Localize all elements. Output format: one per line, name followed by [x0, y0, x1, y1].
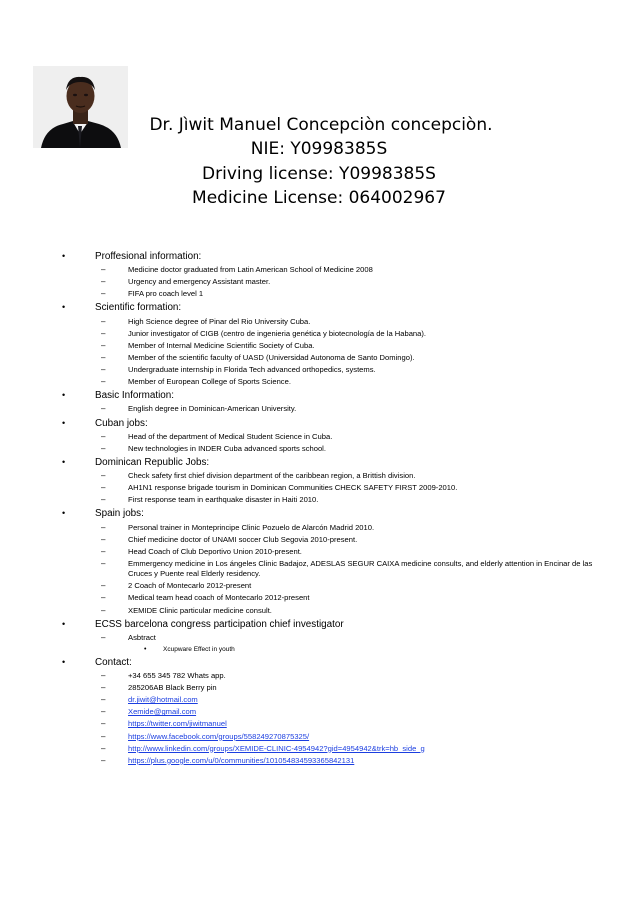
list-item-text: Emmergency medicine in Los ángeles Clinic Badajoz, ADESLAS SEGUR CAIXA medicine consults, and elderly attention in Encinar de las Cruces y Puente real Elderly residency. [128, 558, 593, 579]
list-item-text: Personal trainer in Monteprincipe Clinic Pozuelo de Alarcón Madrid 2010. [128, 522, 375, 532]
section-header [0, 388, 638, 403]
dash-icon: – [101, 340, 106, 350]
list-item-text: Check safety first chief division department of the caribbean region, a Brittish division. [128, 471, 416, 481]
dash-icon: – [101, 377, 106, 387]
cv-section [0, 416, 638, 455]
document-header [0, 113, 638, 210]
section-header [0, 617, 638, 632]
contact-link[interactable]: Xemide@gmail.com [128, 707, 197, 717]
list-item-text: FIFA pro coach level 1 [128, 289, 204, 299]
nested-item-text: Xcupware Effect in youth [163, 645, 235, 653]
cv-section [0, 249, 638, 300]
list-item-text: Medicine doctor graduated from Latin American School of Medicine 2008 [128, 265, 373, 275]
section-title: Dominican Republic Jobs: [95, 456, 210, 468]
list-item [0, 443, 638, 455]
contact-link-item [0, 718, 638, 730]
bullet-icon: • [62, 390, 66, 401]
dash-icon: – [101, 695, 106, 705]
bullet-icon: • [62, 618, 66, 629]
dash-icon: – [101, 534, 106, 544]
dash-icon: – [101, 581, 106, 591]
list-item [0, 328, 638, 340]
list-item-text: 2 Coach of Montecarlo 2012-present [128, 581, 252, 591]
cv-section [0, 455, 638, 506]
dash-icon: – [101, 593, 106, 603]
dash-icon: – [101, 471, 106, 481]
dash-icon: – [101, 546, 106, 556]
bullet-icon: • [62, 417, 66, 428]
dash-icon: – [101, 443, 106, 453]
list-item-text: First response team in earthquake disaster in Haiti 2010. [128, 495, 319, 505]
cv-section [0, 300, 638, 388]
list-item-text: Medical team head coach of Montecarlo 2012-present [128, 593, 310, 603]
dash-icon: – [101, 683, 106, 693]
list-item [0, 376, 638, 388]
list-item [0, 534, 638, 546]
bullet-icon: • [62, 456, 66, 467]
list-item-text: Member of European College of Sports Science. [128, 377, 291, 387]
bullet-icon: • [62, 508, 66, 519]
list-item [0, 580, 638, 592]
cv-section [0, 617, 638, 655]
contact-link[interactable]: https://twitter.com/jiwitmanuel [128, 719, 227, 729]
list-item [0, 558, 638, 581]
contact-link[interactable]: dr.jiwit@hotmail.com [128, 695, 198, 705]
cv-section [0, 655, 638, 767]
list-item-text: New technologies in INDER Cuba advanced sports school. [128, 443, 326, 453]
contact-link[interactable]: https://plus.google.com/u/0/communities/101054834593365842131 [128, 755, 355, 765]
list-item-text: Undergraduate internship in Florida Tech advanced orthopedics, systems. [128, 365, 376, 375]
dash-icon: – [101, 316, 106, 326]
nested-list-item [0, 644, 638, 655]
list-item [0, 264, 638, 276]
dash-icon: – [101, 483, 106, 493]
section-title: Cuban jobs: [95, 417, 148, 429]
list-item-text: Head of the department of Medical Student Science in Cuba. [128, 431, 333, 441]
contact-link-item [0, 743, 638, 755]
section-header [0, 300, 638, 315]
list-item [0, 632, 638, 644]
contact-link-item [0, 706, 638, 718]
list-item-text: Head Coach of Club Deportivo Union 2010-present. [128, 546, 302, 556]
dash-icon: – [101, 632, 106, 642]
dash-icon: – [101, 719, 106, 729]
section-header [0, 455, 638, 470]
dash-icon: – [101, 404, 106, 414]
dash-icon: – [101, 495, 106, 505]
bullet-icon: • [144, 645, 147, 653]
list-item [0, 403, 638, 415]
dash-icon: – [101, 431, 106, 441]
list-item [0, 288, 638, 300]
list-item-text: XEMIDE Clinic particular medicine consult. [128, 605, 272, 615]
dash-icon: – [101, 352, 106, 362]
list-item-text: Asbtract [128, 632, 156, 642]
dash-icon: – [101, 289, 106, 299]
list-item [0, 605, 638, 617]
bullet-icon: • [62, 251, 66, 261]
dash-icon: – [101, 707, 106, 717]
dash-icon: – [101, 522, 106, 532]
list-item [0, 352, 638, 364]
dash-icon: – [101, 755, 106, 765]
list-item [0, 546, 638, 558]
list-item [0, 431, 638, 443]
section-title: Proffesional information: [95, 251, 202, 262]
section-title: Spain jobs: [95, 508, 144, 520]
dash-icon: – [101, 731, 106, 741]
list-item [0, 682, 638, 694]
list-item [0, 670, 638, 682]
list-item [0, 340, 638, 352]
dash-icon: – [101, 743, 106, 753]
contact-link[interactable]: https://www.facebook.com/groups/558249270875325/ [128, 731, 310, 741]
contact-link-item [0, 694, 638, 706]
list-item-text: Member of the scientific faculty of UASD (Universidad Autonoma de Santo Domingo). [128, 352, 415, 362]
list-item [0, 470, 638, 482]
dash-icon: – [101, 558, 106, 568]
section-header [0, 416, 638, 431]
list-item-text: Chief medicine doctor of UNAMI soccer Club Segovia 2010-present. [128, 534, 358, 544]
medicine-license: Medicine License: 064002967 [192, 187, 446, 208]
list-item [0, 364, 638, 376]
dash-icon: – [101, 265, 106, 275]
list-item-text: Urgency and emergency Assistant master. [128, 277, 271, 287]
list-item-text: High Science degree of Pinar del Rio University Cuba. [128, 316, 311, 326]
dash-icon: – [101, 277, 106, 287]
dash-icon: – [101, 328, 106, 338]
cv-section [0, 388, 638, 415]
dash-icon: – [101, 671, 106, 681]
section-title: Contact: [95, 656, 132, 668]
contact-link-item [0, 755, 638, 767]
contact-link[interactable]: http://www.linkedin.com/groups/XEMIDE-CLINIC-4954942?gid=4954942&trk=hb_side_g [128, 743, 425, 753]
list-item [0, 522, 638, 534]
nie-number: NIE: Y0998385S [250, 139, 388, 160]
driving-license: Driving license: Y0998385S [202, 163, 436, 184]
section-title: Scientific formation: [95, 302, 182, 314]
bullet-icon: • [62, 656, 66, 667]
list-item-text: English degree in Dominican-American University. [128, 404, 297, 414]
dash-icon: – [101, 365, 106, 375]
cv-section [0, 506, 638, 616]
section-header [0, 249, 638, 264]
contact-link-item [0, 731, 638, 743]
dash-icon: – [101, 605, 106, 615]
list-item [0, 494, 638, 506]
cv-sections [0, 249, 638, 767]
list-item-text: Member of Internal Medicine Scientific Society of Cuba. [128, 340, 315, 350]
doctor-name: Dr. Jìwit Manuel Concepciòn concepciòn. [149, 115, 493, 135]
section-title: ECSS barcelona congress participation chief investigator [95, 618, 344, 630]
list-item [0, 276, 638, 288]
section-header [0, 655, 638, 670]
bullet-icon: • [62, 302, 66, 313]
section-title: Basic Information: [95, 390, 175, 402]
section-header [0, 506, 638, 521]
list-item-text: 285206AB Black Berry pin [128, 683, 217, 693]
list-item-text: Junior investigator of CIGB (centro de ingenieria genética y biotecnología de la Habana). [128, 328, 427, 338]
list-item-text: +34 655 345 782 Whats app. [128, 671, 226, 681]
list-item [0, 482, 638, 494]
list-item-text: AH1N1 response brigade tourism in Dominican Communities CHECK SAFETY FIRST 2009-2010. [128, 483, 458, 493]
list-item [0, 316, 638, 328]
list-item [0, 592, 638, 604]
